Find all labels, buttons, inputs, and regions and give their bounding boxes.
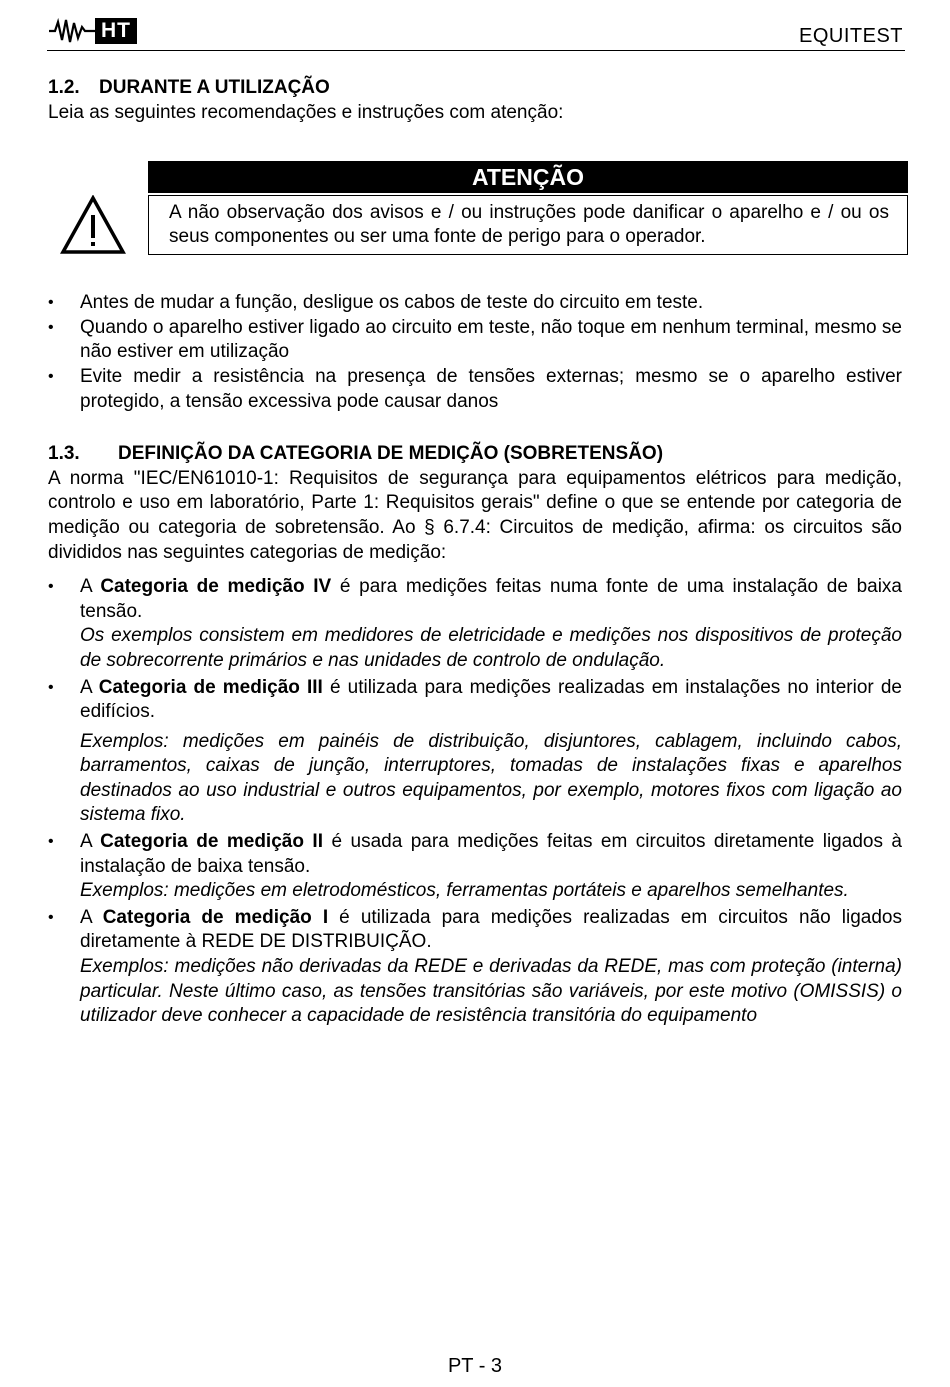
category-prefix: A	[80, 831, 101, 853]
ht-logo	[47, 17, 137, 45]
category-description: é utilizada para medições realizadas em instalações no interior de edifícios.	[80, 676, 902, 723]
category-description: é para medições feitas numa fonte de uma instalação de baixa tensão.	[80, 576, 902, 622]
category-item-ii	[48, 830, 902, 904]
waveform-icon	[47, 17, 97, 45]
warning-text: A não observação dos avisos e / ou instruções pode danificar o aparelho e / ou os seus componentes ou ser uma fonte de perigo para o operador.	[148, 195, 908, 255]
category-example: Exemplos: medições em eletrodomésticos, ferramentas portáteis e aparelhos semelhantes.	[80, 880, 849, 902]
list-item: • Antes de mudar a função, desligue os cabos de teste do circuito em teste.	[48, 291, 902, 316]
category-prefix: A	[80, 576, 101, 598]
warning-heading: ATENÇÃO	[148, 161, 908, 193]
category-item-iv	[48, 575, 902, 673]
section-number: 1.3.	[48, 443, 80, 465]
category-item-iii	[48, 676, 902, 829]
logo-text: HT	[95, 18, 137, 44]
category-example: Exemplos: medições não derivadas da REDE e derivadas da REDE, mas com proteção (interna) particular. Neste último caso, as tensões transitórias são variáveis, por este motivo (OMISSIS) o utilizador deve conhecer a capacidade de resistência transitória do equipamento	[80, 956, 902, 1027]
warning-triangle-icon	[60, 195, 126, 255]
warning-block	[48, 161, 902, 259]
list-item: • Quando o aparelho estiver ligado ao circuito em teste, não toque em nenhum terminal, mesmo se não estiver em utilização	[48, 316, 902, 365]
section-number: 1.2.	[48, 77, 80, 98]
category-name: Categoria de medição II	[100, 831, 323, 853]
document-title: EQUITEST	[798, 25, 903, 47]
page-number: PT - 3	[447, 1355, 503, 1377]
section-intro: A norma "IEC/EN61010-1: Requisitos de segurança para equipamentos elétricos para medição, controlo e uso em laboratório, Parte 1: Requisitos gerais" define o que se entende por categoria de medição ou categoria de sobretensão. Ao § 6.7.4: Circuitos de medição, afirma: os circuitos são divididos nas seguintes categorias de medição:	[48, 467, 902, 563]
category-item-i	[48, 906, 902, 1029]
category-example: Os exemplos consistem em medidores de eletricidade e medições nos dispositivos de proteção de sobrecorrente primários e nas unidades de controlo de ondulação.	[80, 625, 902, 671]
section-heading-1-2	[48, 76, 902, 101]
list-item: • Evite medir a resistência na presença de tensões externas; mesmo se o aparelho estiver protegido, a tensão excessiva pode causar danos	[48, 365, 902, 414]
page-header	[47, 14, 905, 51]
category-name: Categoria de medição IV	[100, 576, 332, 598]
usage-recommendations-list	[48, 291, 902, 414]
category-description: é usada para medições feitas em circuitos diretamente ligados à instalação de baixa tensão.	[80, 831, 902, 877]
category-prefix: A	[80, 676, 99, 698]
measurement-categories-list	[48, 575, 902, 1029]
section-title: DEFINIÇÃO DA CATEGORIA DE MEDIÇÃO (SOBRETENSÃO)	[118, 443, 664, 465]
section-intro: Leia as seguintes recomendações e instruções com atenção:	[48, 101, 564, 123]
section-heading-1-3	[48, 442, 902, 467]
category-prefix: A	[80, 906, 103, 928]
category-name: Categoria de medição I	[102, 906, 329, 928]
category-name: Categoria de medição III	[98, 676, 323, 698]
section-title: DURANTE A UTILIZAÇÃO	[99, 77, 330, 98]
category-description: é utilizada para medições realizadas em circuitos não ligados diretamente à REDE DE DISTRIBUIÇÃO.	[80, 906, 902, 953]
category-example: Exemplos: medições em painéis de distribuição, disjuntores, cablagem, incluindo cabos, barramentos, caixas de junção, interruptores, tomadas de instalações fixas e aparelhos destinados ao uso industrial e outros equipamentos, por exemplo, motores fixos com ligação ao sistema fixo.	[80, 730, 902, 826]
page-content	[48, 76, 902, 1031]
